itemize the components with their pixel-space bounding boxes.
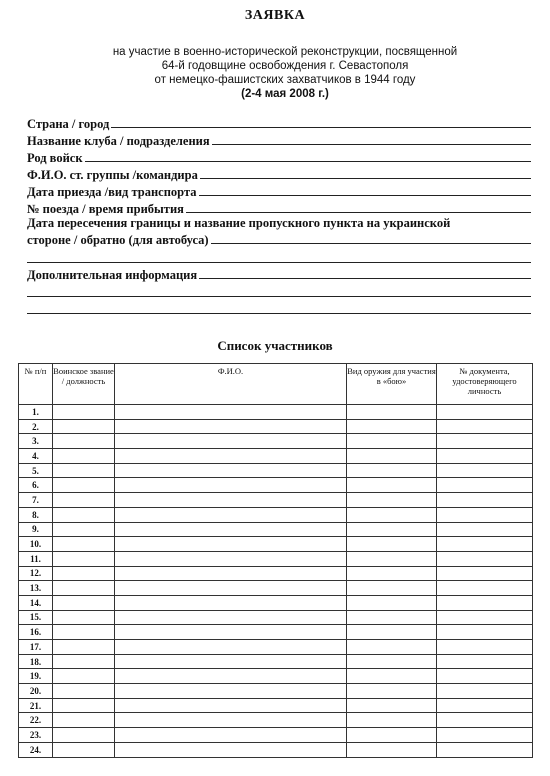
row-number-cell: 2. — [19, 419, 53, 434]
row-number-cell: 16. — [19, 625, 53, 640]
rank-cell[interactable] — [53, 478, 115, 493]
column-header-name: Ф.И.О. — [115, 364, 347, 405]
name-cell[interactable] — [115, 669, 347, 684]
rank-cell[interactable] — [53, 742, 115, 757]
country-city-input-line[interactable] — [111, 127, 531, 128]
name-cell[interactable] — [115, 449, 347, 464]
row-number-cell: 11. — [19, 551, 53, 566]
table-row — [19, 463, 533, 478]
field-label: Дата пересечения границы и название пропускного пункта на украинской — [27, 216, 451, 230]
field-group-leader — [27, 165, 531, 182]
table-row — [19, 449, 533, 464]
rank-cell[interactable] — [53, 684, 115, 699]
rank-cell[interactable] — [53, 713, 115, 728]
rank-cell[interactable] — [53, 419, 115, 434]
weapon-cell[interactable] — [347, 405, 437, 420]
field-label: Название клуба / подразделения — [27, 134, 210, 148]
weapon-cell[interactable] — [347, 654, 437, 669]
field-train-time — [27, 199, 531, 216]
weapon-cell[interactable] — [347, 640, 437, 655]
weapon-cell[interactable] — [347, 669, 437, 684]
row-number-cell: 18. — [19, 654, 53, 669]
table-row — [19, 640, 533, 655]
field-label: Страна / город — [27, 117, 110, 131]
subtitle-dates: (2-4 мая 2008 г.) — [241, 88, 329, 100]
participants-table — [18, 363, 533, 758]
field-label: Ф.И.О. ст. группы /командира — [27, 168, 198, 182]
table-row — [19, 684, 533, 699]
document-cell[interactable] — [437, 698, 533, 713]
document-cell[interactable] — [437, 566, 533, 581]
row-number-cell: 6. — [19, 478, 53, 493]
document-cell[interactable] — [437, 493, 533, 508]
weapon-cell[interactable] — [347, 434, 437, 449]
rank-cell[interactable] — [53, 537, 115, 552]
row-number-cell: 14. — [19, 595, 53, 610]
rank-cell[interactable] — [53, 449, 115, 464]
document-cell[interactable] — [437, 640, 533, 655]
rank-cell[interactable] — [53, 434, 115, 449]
weapon-cell[interactable] — [347, 493, 437, 508]
document-cell[interactable] — [437, 507, 533, 522]
row-number-cell: 8. — [19, 507, 53, 522]
arrival-date-input-line[interactable] — [199, 195, 532, 196]
document-cell[interactable] — [437, 463, 533, 478]
name-cell[interactable] — [115, 742, 347, 757]
row-number-cell: 23. — [19, 728, 53, 743]
field-label: Род войск — [27, 151, 83, 165]
name-cell[interactable] — [115, 493, 347, 508]
row-number-cell: 21. — [19, 698, 53, 713]
participants-body — [19, 405, 533, 758]
train-time-input-line[interactable] — [186, 212, 531, 213]
field-label: Дополнительная информация — [27, 268, 198, 282]
column-header-document: № документа, удостоверяющего личность — [437, 364, 533, 405]
table-row — [19, 581, 533, 596]
rank-cell[interactable] — [53, 669, 115, 684]
weapon-cell[interactable] — [347, 522, 437, 537]
table-row — [19, 405, 533, 420]
name-cell[interactable] — [115, 640, 347, 655]
weapon-cell[interactable] — [347, 566, 437, 581]
table-row — [19, 419, 533, 434]
weapon-cell[interactable] — [347, 449, 437, 464]
weapon-cell[interactable] — [347, 684, 437, 699]
document-cell[interactable] — [437, 669, 533, 684]
subtitle-line-3: от немецко-фашистских захватчиков в 1944 году — [154, 74, 416, 86]
weapon-cell[interactable] — [347, 625, 437, 640]
rank-cell[interactable] — [53, 522, 115, 537]
document-cell[interactable] — [437, 684, 533, 699]
document-cell[interactable] — [437, 713, 533, 728]
document-cell[interactable] — [437, 434, 533, 449]
row-number-cell: 9. — [19, 522, 53, 537]
document-cell[interactable] — [437, 654, 533, 669]
table-row — [19, 507, 533, 522]
row-number-cell: 7. — [19, 493, 53, 508]
name-cell[interactable] — [115, 625, 347, 640]
document-cell[interactable] — [437, 595, 533, 610]
document-cell[interactable] — [437, 551, 533, 566]
field-blank-line[interactable] — [27, 248, 531, 265]
row-number-cell: 1. — [19, 405, 53, 420]
weapon-cell[interactable] — [347, 478, 437, 493]
table-row — [19, 742, 533, 757]
name-cell[interactable] — [115, 698, 347, 713]
weapon-cell[interactable] — [347, 463, 437, 478]
rank-cell[interactable] — [53, 566, 115, 581]
table-row — [19, 551, 533, 566]
name-cell[interactable] — [115, 405, 347, 420]
weapon-cell[interactable] — [347, 713, 437, 728]
table-row — [19, 610, 533, 625]
rank-cell[interactable] — [53, 405, 115, 420]
table-row — [19, 566, 533, 581]
rank-cell[interactable] — [53, 595, 115, 610]
document-cell[interactable] — [437, 625, 533, 640]
rank-cell[interactable] — [53, 507, 115, 522]
name-cell[interactable] — [115, 728, 347, 743]
table-row — [19, 595, 533, 610]
field-blank-line[interactable] — [27, 299, 531, 316]
form-title: ЗАЯВКА — [244, 8, 306, 23]
row-number-cell: 4. — [19, 449, 53, 464]
row-number-cell: 17. — [19, 640, 53, 655]
row-number-cell: 3. — [19, 434, 53, 449]
form-fields — [27, 114, 531, 316]
weapon-cell[interactable] — [347, 595, 437, 610]
table-row — [19, 478, 533, 493]
row-number-cell: 20. — [19, 684, 53, 699]
troop-type-input-line[interactable] — [85, 161, 531, 162]
row-number-cell: 12. — [19, 566, 53, 581]
document-cell[interactable] — [437, 581, 533, 596]
rank-cell[interactable] — [53, 625, 115, 640]
field-label: Дата приезда /вид транспорта — [27, 185, 197, 199]
rank-cell[interactable] — [53, 654, 115, 669]
table-row — [19, 434, 533, 449]
weapon-cell[interactable] — [347, 742, 437, 757]
name-cell[interactable] — [115, 419, 347, 434]
form-subtitle — [60, 45, 510, 101]
group-leader-input-line[interactable] — [200, 178, 531, 179]
subtitle-line-1: на участие в военно-исторической реконструкции, посвященной — [112, 46, 458, 58]
additional-info-input-line[interactable] — [199, 278, 531, 279]
weapon-cell[interactable] — [347, 537, 437, 552]
document-cell[interactable] — [437, 449, 533, 464]
club-name-input-line[interactable] — [212, 144, 531, 145]
table-row — [19, 698, 533, 713]
table-row — [19, 669, 533, 684]
table-row — [19, 713, 533, 728]
row-number-cell: 19. — [19, 669, 53, 684]
row-number-cell: 10. — [19, 537, 53, 552]
subtitle-line-2: 64-й годовщине освобождения г. Севастополя — [161, 60, 409, 72]
document-cell[interactable] — [437, 728, 533, 743]
document-cell[interactable] — [437, 419, 533, 434]
table-row — [19, 625, 533, 640]
document-cell[interactable] — [437, 742, 533, 757]
table-row — [19, 493, 533, 508]
row-number-cell: 13. — [19, 581, 53, 596]
row-number-cell: 24. — [19, 742, 53, 757]
name-cell[interactable] — [115, 478, 347, 493]
row-number-cell: 22. — [19, 713, 53, 728]
participants-title: Список участников — [217, 338, 333, 353]
column-header-weapon: Вид оружия для участия в «бою» — [347, 364, 437, 405]
document-cell[interactable] — [437, 537, 533, 552]
name-cell[interactable] — [115, 654, 347, 669]
field-blank-line[interactable] — [27, 282, 531, 299]
column-header-number: № п/п — [19, 364, 53, 405]
field-arrival-date — [27, 182, 531, 199]
table-row — [19, 537, 533, 552]
rank-cell[interactable] — [53, 728, 115, 743]
name-cell[interactable] — [115, 595, 347, 610]
weapon-cell[interactable] — [347, 551, 437, 566]
name-cell[interactable] — [115, 551, 347, 566]
rank-cell[interactable] — [53, 581, 115, 596]
rank-cell[interactable] — [53, 493, 115, 508]
table-row — [19, 728, 533, 743]
column-header-rank: Воинское звание / должность — [53, 364, 115, 405]
name-cell[interactable] — [115, 522, 347, 537]
table-row — [19, 522, 533, 537]
rank-cell[interactable] — [53, 551, 115, 566]
name-cell[interactable] — [115, 713, 347, 728]
weapon-cell[interactable] — [347, 728, 437, 743]
field-border-crossing — [27, 216, 531, 248]
weapon-cell[interactable] — [347, 610, 437, 625]
row-number-cell: 15. — [19, 610, 53, 625]
field-country-city — [27, 114, 531, 131]
field-club-name — [27, 131, 531, 148]
name-cell[interactable] — [115, 581, 347, 596]
name-cell[interactable] — [115, 434, 347, 449]
border-crossing-input-line[interactable] — [211, 243, 531, 244]
document-cell[interactable] — [437, 522, 533, 537]
name-cell[interactable] — [115, 610, 347, 625]
name-cell[interactable] — [115, 566, 347, 581]
name-cell[interactable] — [115, 537, 347, 552]
row-number-cell: 5. — [19, 463, 53, 478]
weapon-cell[interactable] — [347, 419, 437, 434]
weapon-cell[interactable] — [347, 698, 437, 713]
rank-cell[interactable] — [53, 640, 115, 655]
field-additional-info — [27, 265, 531, 282]
field-troop-type — [27, 148, 531, 165]
field-label: стороне / обратно (для автобуса) — [27, 233, 209, 247]
weapon-cell[interactable] — [347, 507, 437, 522]
document-cell[interactable] — [437, 478, 533, 493]
rank-cell[interactable] — [53, 610, 115, 625]
rank-cell[interactable] — [53, 698, 115, 713]
rank-cell[interactable] — [53, 463, 115, 478]
document-cell[interactable] — [437, 405, 533, 420]
field-label: № поезда / время прибытия — [27, 202, 184, 216]
name-cell[interactable] — [115, 463, 347, 478]
table-row — [19, 654, 533, 669]
name-cell[interactable] — [115, 684, 347, 699]
weapon-cell[interactable] — [347, 581, 437, 596]
name-cell[interactable] — [115, 507, 347, 522]
table-header-row — [19, 364, 533, 405]
document-cell[interactable] — [437, 610, 533, 625]
